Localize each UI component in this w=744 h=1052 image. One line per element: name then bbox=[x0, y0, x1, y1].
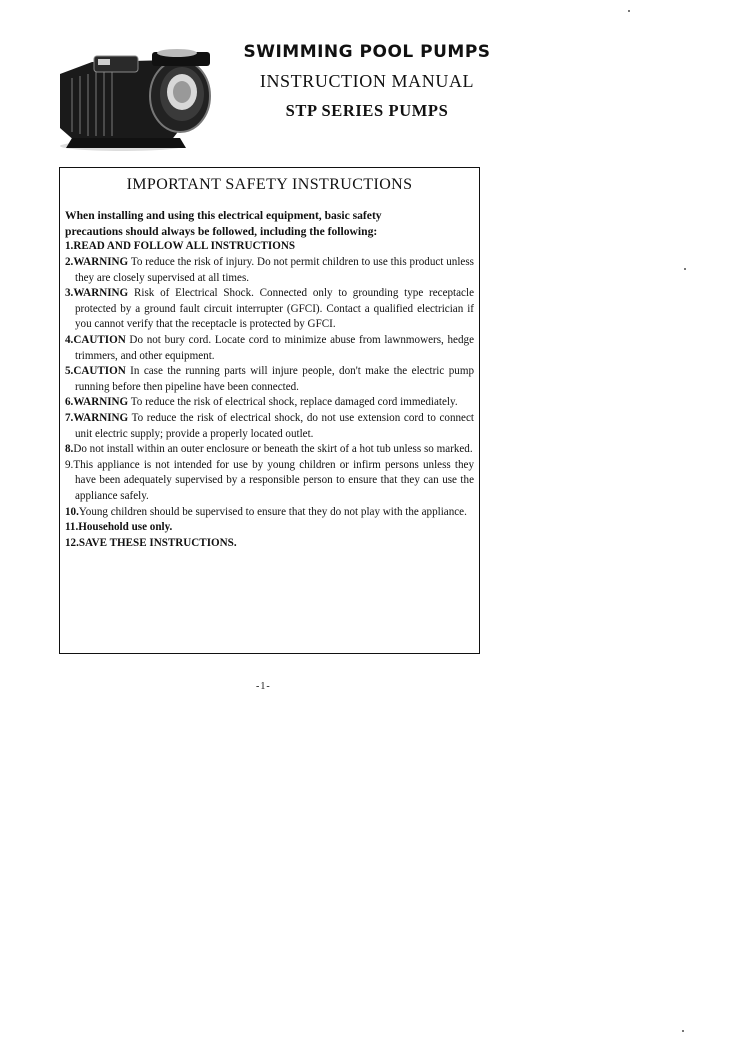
safety-intro-line: When installing and using this electrical equipment, basic safety bbox=[65, 209, 382, 222]
item-text: To reduce the risk of injury. Do not permit children to use this product unless they are closely supervised at all times. bbox=[75, 256, 474, 284]
safety-intro bbox=[65, 208, 474, 239]
safety-heading: IMPORTANT SAFETY INSTRUCTIONS bbox=[126, 176, 413, 193]
item-text: In case the running parts will injure people, don't make the electric pump running before then pipeline have been connected. bbox=[75, 365, 474, 393]
item-text: Risk of Electrical Shock. Connected only to grounding type receptacle protected by a ground fault circuit interrupter (GFCI). Contact a qualified electrician if you cannot verify that the receptacle is protected by GFCI. bbox=[75, 287, 474, 331]
safety-intro-line: precautions should always be followed, including the following: bbox=[65, 224, 378, 238]
item-label: 8. bbox=[65, 443, 74, 456]
item-text: Do not install within an outer enclosure or beneath the skirt of a hot tub unless so marked. bbox=[73, 443, 473, 456]
item-label: 4.CAUTION bbox=[65, 333, 126, 346]
safety-item-7 bbox=[65, 411, 474, 442]
document-title: SWIMMING POOL PUMPS bbox=[243, 42, 491, 62]
item-text: Young children should be supervised to ensure that they do not play with the appliance. bbox=[78, 505, 467, 518]
scan-speck bbox=[684, 268, 686, 270]
item-label: 11.Household use only. bbox=[65, 521, 173, 534]
safety-item-1 bbox=[65, 239, 474, 255]
safety-item-11 bbox=[65, 520, 474, 536]
item-label: 6.WARNING bbox=[65, 396, 129, 409]
item-label: 2.WARNING bbox=[65, 256, 129, 268]
document-subtitle-series: STP SERIES PUMPS bbox=[285, 101, 449, 120]
item-text: To reduce the risk of electrical shock, replace damaged cord immediately. bbox=[128, 396, 458, 409]
item-label: 12.SAVE THESE INSTRUCTIONS. bbox=[65, 536, 237, 549]
item-label: 7.WARNING bbox=[65, 411, 129, 424]
safety-item-2 bbox=[65, 255, 474, 286]
scan-speck bbox=[628, 10, 630, 12]
item-label: 3.WARNING bbox=[65, 287, 129, 300]
safety-item-10 bbox=[65, 505, 474, 521]
safety-item-12 bbox=[65, 536, 474, 552]
item-label: 10. bbox=[65, 505, 79, 518]
item-text: Do not bury cord. Locate cord to minimize abuse from lawnmowers, hedge trimmers, and other equipment. bbox=[75, 333, 474, 362]
scan-speck bbox=[682, 1030, 684, 1032]
document-subtitle-manual: INSTRUCTION MANUAL bbox=[259, 71, 475, 91]
safety-instructions-box bbox=[59, 167, 480, 654]
safety-item-6 bbox=[65, 395, 474, 411]
safety-item-4 bbox=[65, 333, 474, 364]
safety-item-8 bbox=[65, 442, 474, 458]
safety-item-5 bbox=[65, 364, 474, 395]
document-header bbox=[222, 40, 512, 121]
item-label: 9. bbox=[65, 458, 74, 471]
item-text: This appliance is not intended for use by young children or infirm persons unless they have been adequately supervised by a responsible person to ensure that they can use the appliance safely. bbox=[73, 458, 474, 502]
item-label: 1.READ AND FOLLOW ALL INSTRUCTIONS bbox=[65, 240, 296, 253]
pump-image bbox=[52, 46, 222, 158]
page-number: -1- bbox=[256, 681, 271, 692]
item-text: To reduce the risk of electrical shock, do not use extension cord to connect unit electric supply; provide a properly located outlet. bbox=[75, 411, 474, 440]
safety-item-3 bbox=[65, 286, 474, 333]
safety-item-9 bbox=[65, 458, 474, 505]
item-label: 5.CAUTION bbox=[65, 365, 126, 378]
